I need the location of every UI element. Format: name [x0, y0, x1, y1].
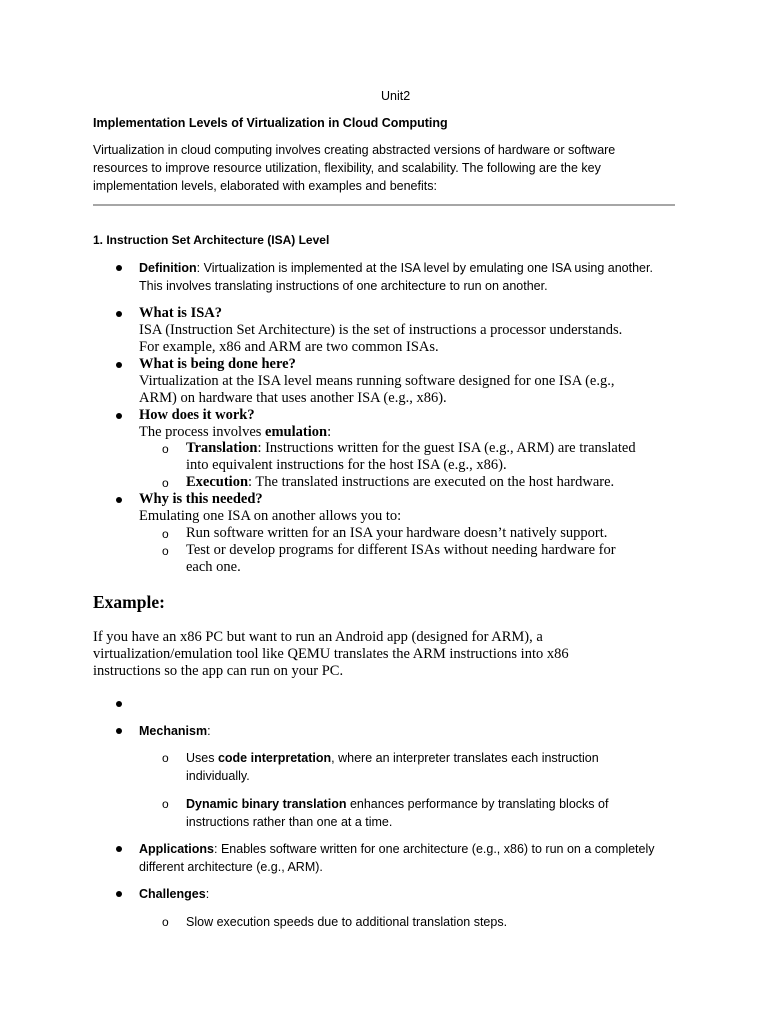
section-heading-isa: 1. Instruction Set Architecture (ISA) Level	[93, 233, 330, 247]
mechanism-subitem-2: Dynamic binary translation enhances performance by translating blocks of instructions rather than one at a time.	[186, 797, 609, 829]
bullet-icon	[116, 265, 122, 271]
translation-subitem: Translation: Instructions written for the guest ISA (e.g., ARM) are translated into equivalent instructions for the host ISA (e.g., x86).	[186, 440, 636, 473]
what-done-item: What is being done here? Virtualization at the ISA level means running software designed for one ISA (e.g., ARM) on hardware that uses another ISA (e.g., x86).	[139, 356, 615, 406]
what-is-isa-item: What is ISA? ISA (Instruction Set Architecture) is the set of instructions a processor understands. For example, x86 and ARM are two common ISAs.	[139, 305, 623, 355]
sub-bullet-icon: o	[162, 544, 169, 558]
bullet-icon	[116, 891, 122, 897]
sub-bullet-icon: o	[162, 442, 169, 456]
sub-bullet-icon: o	[162, 797, 169, 811]
how-work-item: How does it work? The process involves emulation:	[139, 407, 332, 440]
applications-item: Applications: Enables software written for one architecture (e.g., x86) to run on a completely different architecture (e.g., ARM).	[139, 842, 655, 874]
challenges-subitem-1: Slow execution speeds due to additional translation steps.	[186, 915, 508, 929]
mechanism-subitem-1: Uses code interpretation, where an interpreter translates each instruction individually.	[186, 751, 599, 783]
why-subitem-1: Run software written for an ISA your hardware doesn’t natively support.	[186, 525, 608, 541]
bullet-icon	[116, 413, 122, 419]
sub-bullet-icon: o	[162, 527, 169, 541]
challenges-item: Challenges:	[139, 887, 210, 901]
horizontal-divider	[93, 204, 675, 206]
document-title: Implementation Levels of Virtualization in Cloud Computing	[93, 116, 448, 130]
sub-bullet-icon: o	[162, 751, 169, 765]
bullet-icon	[116, 311, 122, 317]
definition-item: Definition: Virtualization is implemented at the ISA level by emulating one ISA using another. This involves translating instructions of one architecture to run on another.	[139, 261, 653, 293]
example-heading: Example:	[93, 592, 165, 612]
bullet-icon	[116, 497, 122, 503]
example-paragraph: If you have an x86 PC but want to run an Android app (designed for ARM), a virtualization/emulation tool like QEMU translates the ARM instructions into x86 instructions so the app can run on your PC.	[93, 629, 569, 679]
intro-paragraph	[93, 141, 733, 195]
intro-line: resources to improve resource utilization, flexibility, and scalability. The following are the key	[93, 161, 601, 175]
intro-line: Virtualization in cloud computing involves creating abstracted versions of hardware or software	[93, 143, 616, 157]
bullet-icon	[116, 728, 122, 734]
definition-label: Definition	[139, 261, 197, 275]
empty-bullet-icon	[116, 701, 122, 707]
bullet-icon	[116, 362, 122, 368]
mechanism-item: Mechanism:	[139, 724, 211, 738]
why-subitem-2: Test or develop programs for different ISAs without needing hardware for each one.	[186, 542, 616, 575]
unit-label: Unit2	[381, 89, 411, 103]
bullet-icon	[116, 846, 122, 852]
execution-subitem: Execution: The translated instructions are executed on the host hardware.	[186, 474, 615, 490]
sub-bullet-icon: o	[162, 476, 169, 490]
why-needed-item: Why is this needed? Emulating one ISA on another allows you to:	[139, 491, 402, 524]
intro-line: implementation levels, elaborated with examples and benefits:	[93, 179, 437, 193]
sub-bullet-icon: o	[162, 915, 169, 929]
